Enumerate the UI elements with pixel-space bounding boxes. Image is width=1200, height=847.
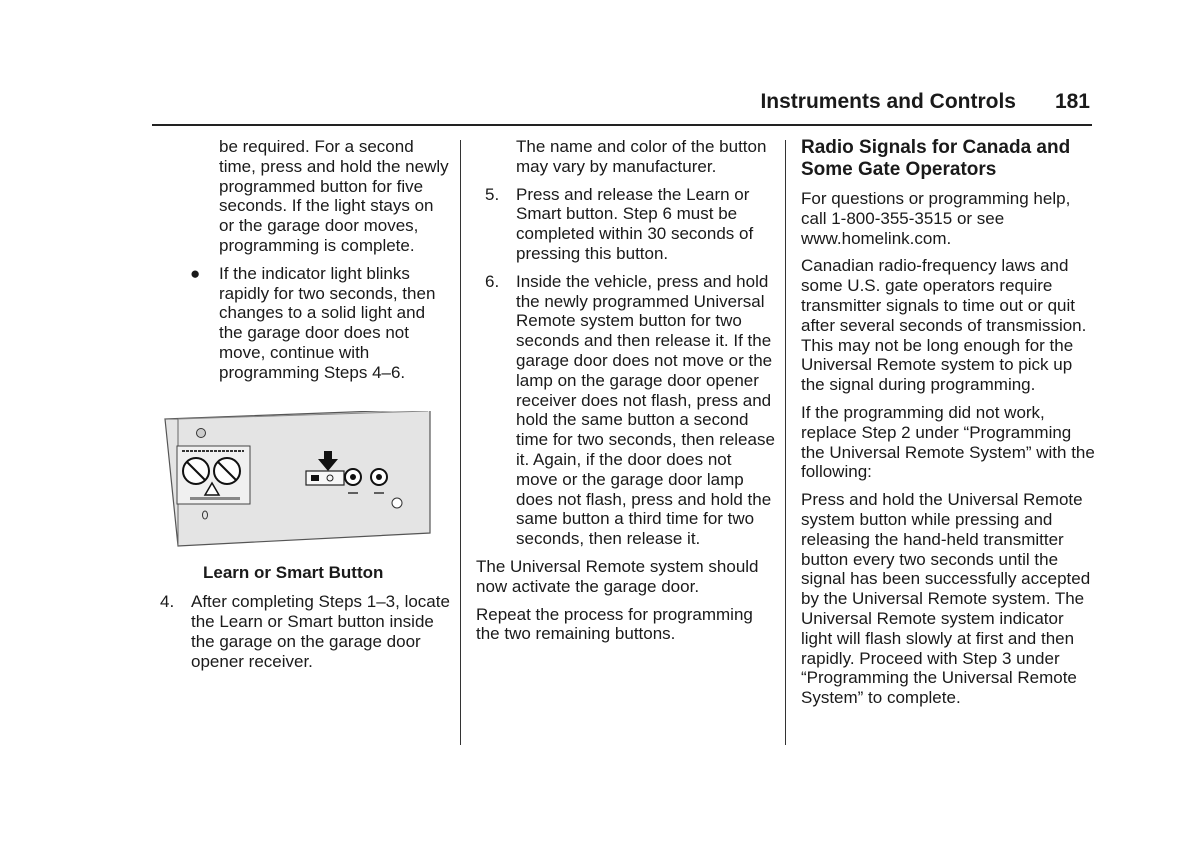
column-left bbox=[160, 137, 450, 680]
paragraph: Repeat the process for programming the two remaining buttons. bbox=[476, 604, 753, 644]
continued-text: be required. For a second time, press and hold the newly programmed button for five seconds. If the light stays on or the garage door moves, programming is complete. bbox=[219, 137, 449, 255]
section-title: Instruments and Controls bbox=[760, 90, 1016, 113]
paragraph: The Universal Remote system should now activate the garage door. bbox=[476, 556, 759, 596]
step-text: Inside the vehicle, press and hold the newly programmed Universal Remote system button for two seconds and then release it. If the garage door does not move or the lamp on the garage door opener receiver does not flash, press and hold the same button a second time for two seconds, then release it. Again, if the door does not move or the garage door lamp does not flash, press and hold the same button a third time for two seconds, then release it. bbox=[516, 271, 775, 549]
bullet-item bbox=[160, 264, 450, 383]
step-text: After completing Steps 1–3, locate the Learn or Smart button inside the garage on the garage door opener receiver. bbox=[191, 592, 450, 671]
step-number: 6. bbox=[485, 271, 500, 291]
bullet-mark: ● bbox=[190, 263, 201, 283]
step-item bbox=[160, 592, 450, 671]
step-item bbox=[476, 272, 776, 549]
step-number: 4. bbox=[160, 592, 175, 612]
paragraph: Press and hold the Universal Remote system button while pressing and releasing the hand-held transmitter button every two seconds until the signal has been successfully accepted by the Universal Remote system. The Universal Remote system indicator light will flash slowly at first and then rapidly. Proceed with Step 3 under “Programming the Universal Remote System” to complete. bbox=[801, 490, 1091, 708]
column-divider bbox=[460, 140, 461, 745]
paragraph: If the programming did not work, replace Step 2 under “Programming the Universal Remote System” with the following: bbox=[801, 402, 1095, 482]
column-middle bbox=[476, 137, 776, 652]
section-heading: Radio Signals for Canada and Some Gate Operators bbox=[801, 137, 1071, 180]
continued-text: The name and color of the button may vary by manufacturer. bbox=[516, 137, 767, 176]
step-item bbox=[476, 185, 776, 264]
step-text: Press and release the Learn or Smart button. Step 6 must be completed within 30 seconds of pressing this button. bbox=[516, 184, 754, 263]
paragraph: For questions or programming help, call 1-800-355-3515 or see www.homelink.com. bbox=[801, 189, 1071, 248]
opener-illustration bbox=[160, 411, 450, 551]
page-header bbox=[152, 88, 1092, 126]
page-number: 181 bbox=[1054, 90, 1090, 113]
column-divider bbox=[785, 140, 786, 745]
step-number: 5. bbox=[485, 184, 500, 204]
bullet-text: If the indicator light blinks rapidly for two seconds, then changes to a solid light and the garage door does not move, continue with programming Steps 4–6. bbox=[219, 263, 436, 382]
paragraph: Canadian radio-frequency laws and some U.S. gate operators require transmitter signals to time out or quit after several seconds of transmission. This may not be long enough for the Universal Remote system to pick up the signal during programming. bbox=[801, 256, 1087, 395]
figure-caption: Learn or Smart Button bbox=[203, 562, 384, 582]
column-right bbox=[801, 137, 1099, 716]
